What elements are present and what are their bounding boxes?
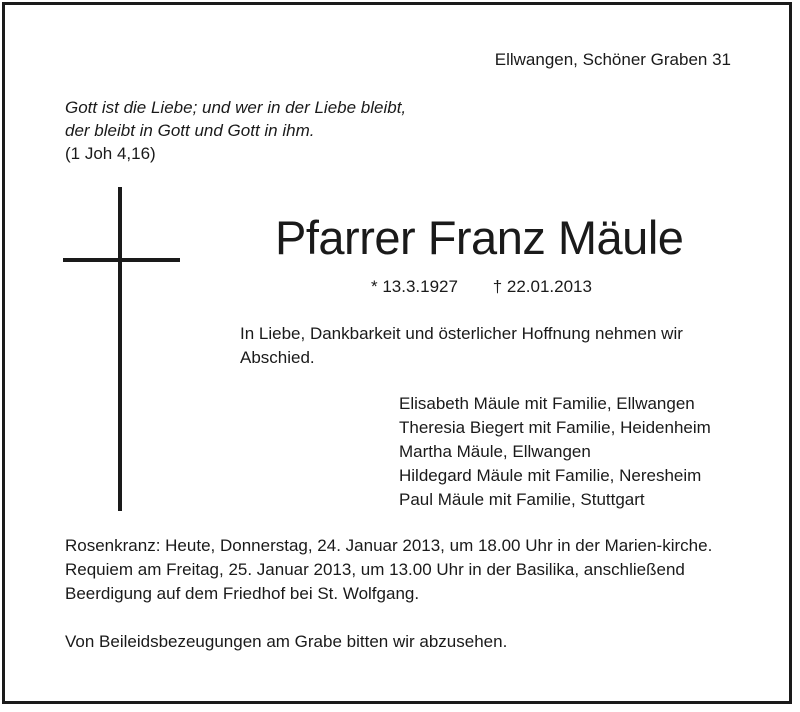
farewell-text: In Liebe, Dankbarkeit und österlicher Hoffnung nehmen wir Abschied. <box>240 324 683 367</box>
address: Ellwangen, Schöner Graben 31 <box>494 50 731 69</box>
rosary-notice: Rosenkranz: Heute, Donnerstag, 24. Januar 2013, um 18.00 Uhr in der Marien-kirche. <box>65 536 713 555</box>
cross-vertical-bar <box>118 187 122 511</box>
mourners-list <box>399 392 711 512</box>
mourner: Hildegard Mäule mit Familie, Neresheim <box>399 466 702 485</box>
bible-verse-reference: (1 Joh 4,16) <box>65 144 156 163</box>
service-notices <box>65 534 755 654</box>
mourner: Elisabeth Mäule mit Familie, Ellwangen <box>399 394 695 413</box>
requiem-notice: Requiem am Freitag, 25. Januar 2013, um 13.00 Uhr in der Basilika, anschließend Beerdigung auf dem Friedhof bei St. Wolfgang. <box>65 560 685 603</box>
mourner: Theresia Biegert mit Familie, Heidenheim <box>399 418 711 437</box>
death-date: † 22.01.2013 <box>492 277 592 296</box>
birth-date: * 13.3.1927 <box>371 277 458 296</box>
mourner: Paul Mäule mit Familie, Stuttgart <box>399 490 645 509</box>
bible-verse-line-1: Gott ist die Liebe; und wer in der Liebe bleibt, <box>65 98 407 117</box>
cross-horizontal-bar <box>63 258 180 262</box>
bible-verse <box>65 96 406 165</box>
bible-verse-line-2: der bleibt in Gott und Gott in ihm. <box>65 121 315 140</box>
mourner: Martha Mäule, Ellwangen <box>399 442 591 461</box>
deceased-name: Pfarrer Franz Mäule <box>275 211 684 264</box>
condolences-notice: Von Beileidsbezeugungen am Grabe bitten wir abzusehen. <box>65 632 508 651</box>
life-dates <box>371 277 592 297</box>
obituary-frame <box>2 2 792 704</box>
